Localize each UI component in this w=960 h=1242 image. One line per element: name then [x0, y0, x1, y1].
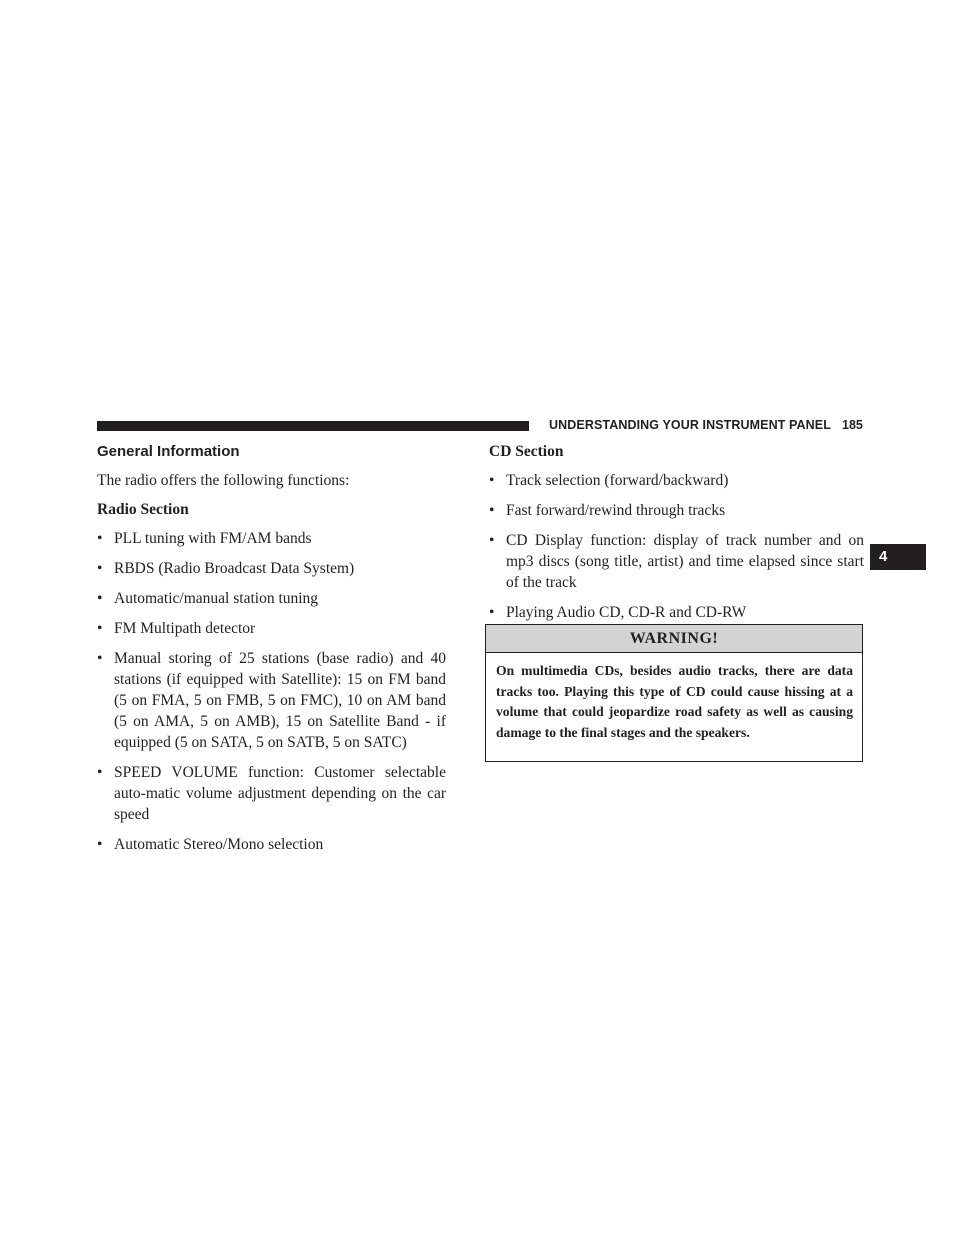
- list-item-text: RBDS (Radio Broadcast Data System): [114, 560, 355, 577]
- list-item: [489, 602, 864, 623]
- warning-box: [485, 624, 863, 762]
- bullet-icon: •: [97, 764, 103, 781]
- list-item-text: FM Multipath detector: [114, 620, 256, 637]
- radio-feature-list: [97, 528, 446, 855]
- list-item: [97, 588, 446, 609]
- list-item: [97, 558, 446, 579]
- list-item: [489, 500, 864, 521]
- list-item: [97, 648, 446, 753]
- cd-feature-list: [489, 470, 864, 623]
- bullet-icon: •: [97, 590, 103, 607]
- running-header-title: UNDERSTANDING YOUR INSTRUMENT PANEL: [549, 418, 831, 432]
- radio-section-title: Radio Section: [97, 501, 189, 518]
- right-column: [489, 441, 864, 632]
- left-column: [97, 441, 446, 864]
- section-heading: General Information: [97, 443, 240, 460]
- list-item-text: PLL tuning with FM/AM bands: [114, 530, 312, 547]
- warning-text: On multimedia CDs, besides audio tracks, there are data tracks too. Playing this type of CD could cause hissing at a volume that could jeopardize road safety as well as causing damage to the final stages and the speakers.: [496, 663, 853, 740]
- list-item: [97, 528, 446, 549]
- bullet-icon: •: [489, 604, 495, 621]
- bullet-icon: •: [97, 620, 103, 637]
- list-item-text: Playing Audio CD, CD-R and CD-RW: [506, 604, 747, 621]
- list-item-text: Automatic Stereo/Mono selection: [114, 836, 324, 853]
- warning-title: WARNING!: [486, 625, 862, 653]
- list-item: [489, 470, 864, 491]
- bullet-icon: •: [489, 472, 495, 489]
- list-item-text: Track selection (forward/backward): [506, 472, 729, 489]
- list-item-text: CD Display function: display of track number and on mp3 discs (song title, artist) and time elapsed since start of the track: [506, 532, 864, 591]
- header-rule: [97, 421, 529, 431]
- bullet-icon: •: [97, 530, 103, 547]
- list-item-text: Fast forward/rewind through tracks: [506, 502, 726, 519]
- list-item: [97, 618, 446, 639]
- page-number: 185: [842, 418, 863, 432]
- intro-paragraph: The radio offers the following functions:: [97, 472, 350, 489]
- bullet-icon: •: [489, 532, 495, 549]
- cd-section-title: CD Section: [489, 443, 564, 460]
- list-item: [489, 530, 864, 593]
- bullet-icon: •: [97, 836, 103, 853]
- list-item-text: SPEED VOLUME function: Customer selectable auto-matic volume adjustment depending on the car speed: [114, 764, 446, 823]
- list-item: [97, 762, 446, 825]
- list-item-text: Automatic/manual station tuning: [114, 590, 319, 607]
- list-item-text: Manual storing of 25 stations (base radio) and 40 stations (if equipped with Satellite): 15 on FM band (5 on FMA, 5 on FMB, 5 on FMC), 10 on AM band (5 on AMA, 5 on AMB), 15 on Satellite Band - if equipped (5 on SATA, 5 on SATB, 5 on SATC): [114, 650, 446, 751]
- bullet-icon: •: [97, 560, 103, 577]
- bullet-icon: •: [489, 502, 495, 519]
- bullet-icon: •: [97, 650, 103, 667]
- chapter-tab: 4: [870, 544, 926, 570]
- list-item: [97, 834, 446, 855]
